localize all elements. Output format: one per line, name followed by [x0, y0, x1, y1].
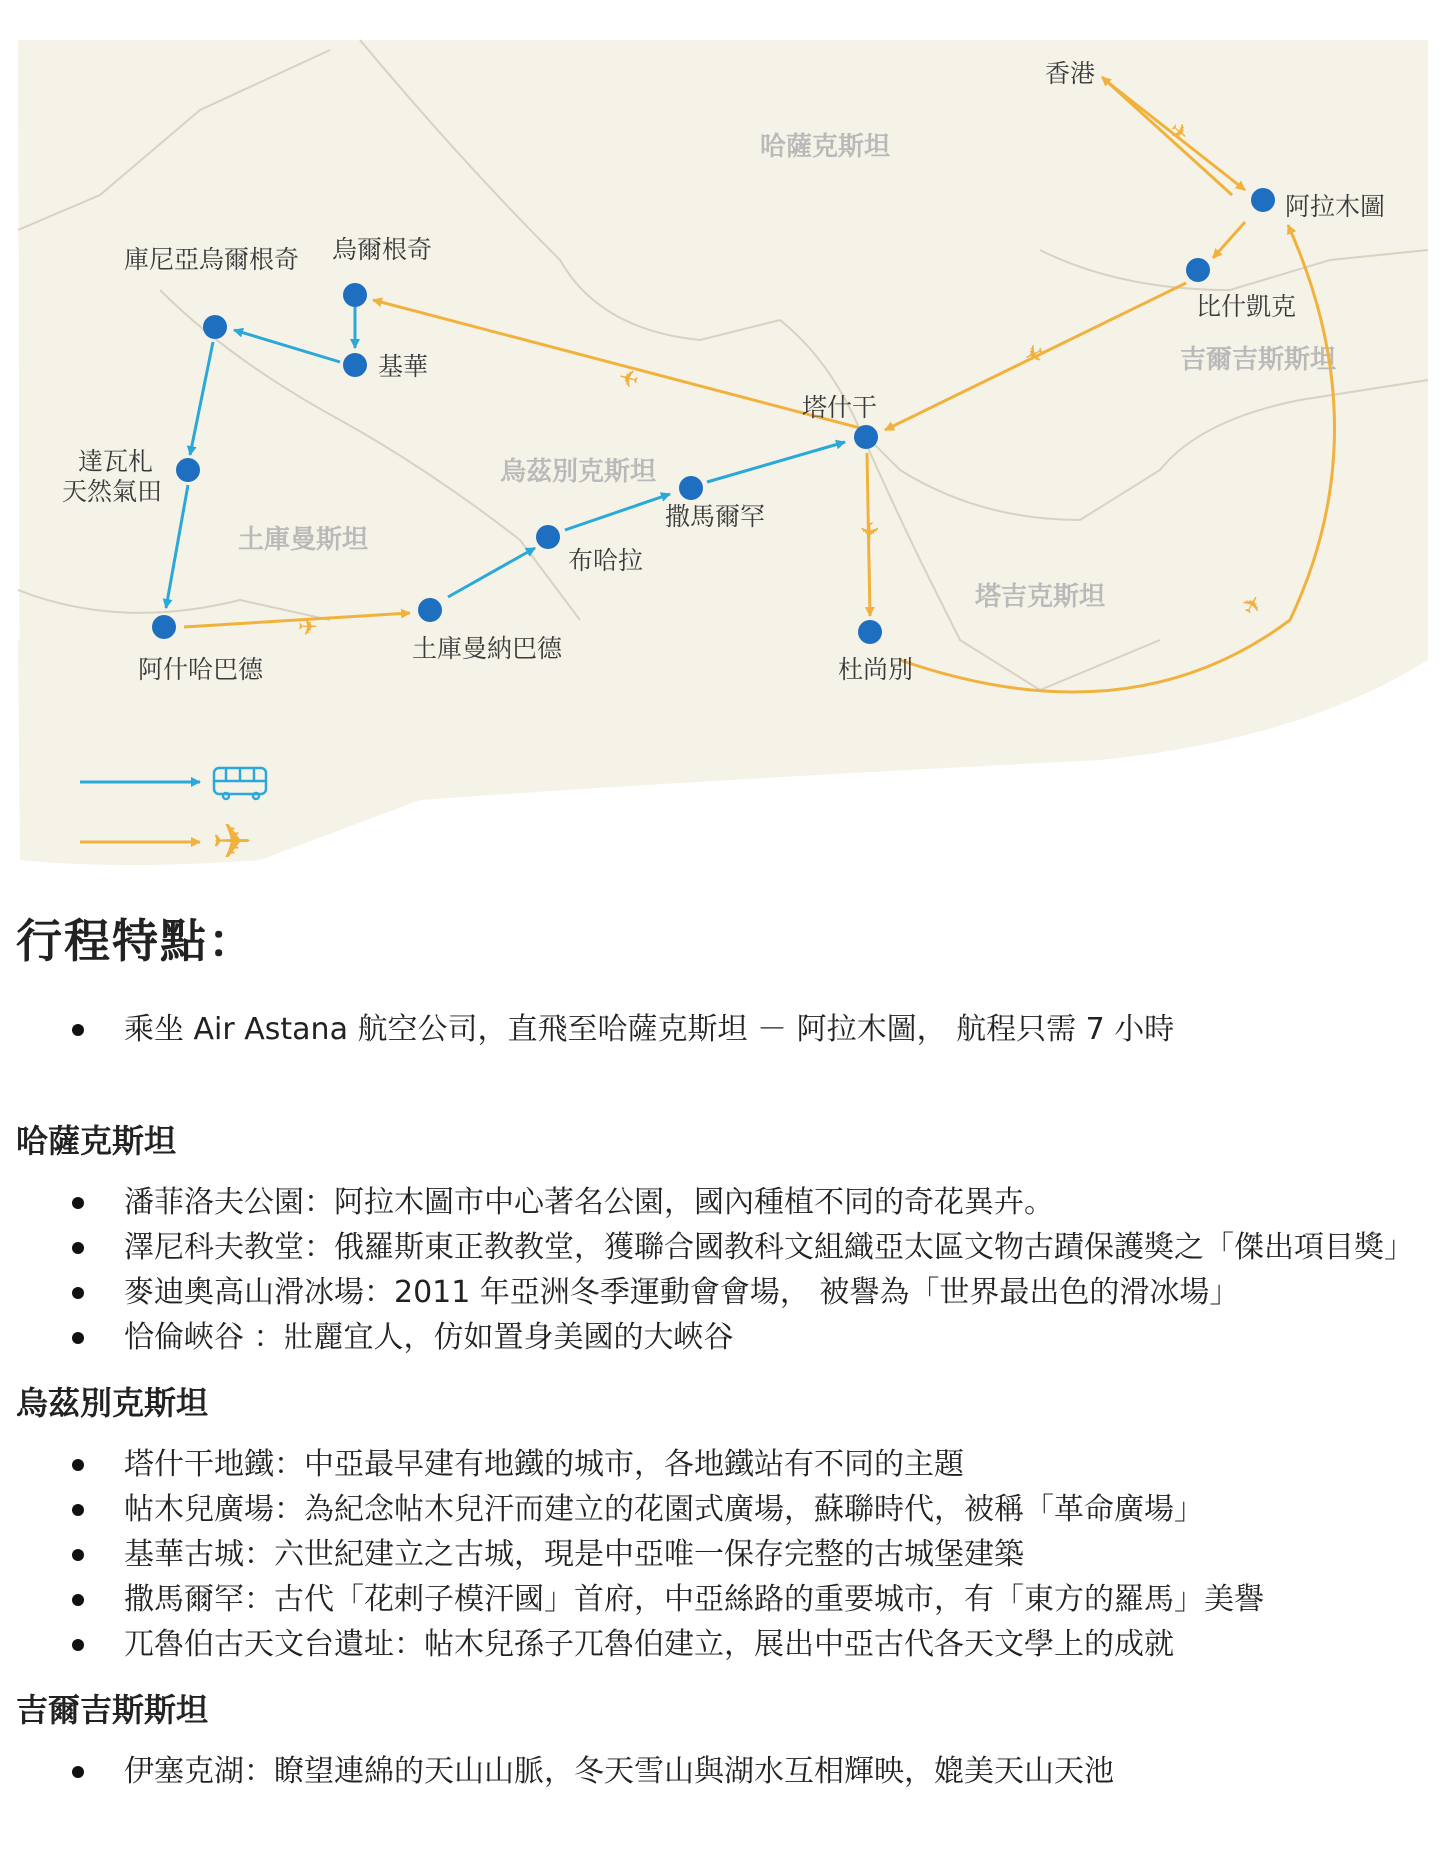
- city-label-gasfield: 天然氣田: [62, 477, 163, 506]
- section-list: [16, 1180, 1426, 1360]
- country-label-uzbekistan: 烏茲別克斯坦: [500, 457, 657, 487]
- bullet-icon: [72, 1504, 84, 1516]
- bullet-icon: [72, 1459, 84, 1471]
- city-label-khiva: 基華: [378, 352, 429, 381]
- plane-icon: ✈: [855, 521, 883, 542]
- city-dot-samarkand: [679, 476, 703, 500]
- city-dot-tashkent: [854, 425, 878, 449]
- city-dot-bukhara: [536, 525, 560, 549]
- list-item: 塔什干地鐵：中亞最早建有地鐵的城市，各地鐵站有不同的主題: [16, 1442, 1426, 1487]
- list-item: 兀魯伯古天文台遺址：帖木兒孫子兀魯伯建立，展出中亞古代各天文學上的成就: [16, 1622, 1426, 1667]
- page-title: 行程特點：: [16, 914, 256, 968]
- plane-icon: ✈: [298, 613, 319, 641]
- list-item: 潘菲洛夫公園：阿拉木圖市中心著名公園，國內種植不同的奇花異卉。: [16, 1180, 1426, 1225]
- city-label-almaty: 阿拉木圖: [1285, 192, 1386, 221]
- itinerary-features: [16, 905, 1426, 1794]
- country-label-tajikistan: 塔吉克斯坦: [975, 582, 1106, 612]
- city-label-ashgabat: 阿什哈巴德: [138, 655, 264, 684]
- city-dot-almaty: [1251, 188, 1275, 212]
- country-label-kyrgyzstan: 吉爾吉斯斯坦: [1180, 345, 1337, 375]
- city-dot-turkmenabat: [418, 598, 442, 622]
- plane-icon: ✈: [1018, 336, 1049, 371]
- bullet-icon: [72, 1594, 84, 1606]
- bullet-icon: [72, 1197, 84, 1209]
- list-item: 乘坐 Air Astana 航空公司，直飛至哈薩克斯坦 － 阿拉木圖， 航程只需 7 小時: [16, 1007, 1426, 1052]
- bullet-icon: [72, 1332, 84, 1344]
- list-item: 麥迪奧高山滑冰場：2011 年亞洲冬季運動會會場， 被譽為「世界最出色的滑冰場」: [16, 1270, 1426, 1315]
- country-label-turkmenistan: 土庫曼斯坦: [238, 525, 369, 555]
- city-dot-darvaza: [176, 458, 200, 482]
- city-label-samarkand: 撒馬爾罕: [665, 502, 766, 531]
- bullet-icon: [72, 1287, 84, 1299]
- section-list: [16, 1442, 1426, 1667]
- plane-icon: ✈: [1163, 117, 1194, 149]
- plane-icon: ✈: [1235, 589, 1270, 621]
- city-label-konye-urgench: 庫尼亞烏爾根奇: [124, 245, 300, 274]
- bullet-icon: [72, 1639, 84, 1651]
- city-label-tashkent: 塔什干: [802, 393, 878, 422]
- city-label-turkmenabat: 土庫曼納巴德: [412, 634, 563, 663]
- city-dot-ashgabat: [152, 615, 176, 639]
- city-dot-dushanbe: [858, 620, 882, 644]
- bullet-icon: [72, 1024, 84, 1036]
- bullet-icon: [72, 1549, 84, 1561]
- bullet-icon: [72, 1766, 84, 1778]
- section-title: 烏茲別克斯坦: [16, 1384, 209, 1422]
- intro-list: [16, 1007, 1426, 1052]
- city-label-dushanbe: 杜尚別: [838, 655, 914, 684]
- bullet-icon: [72, 1242, 84, 1254]
- section-title: 吉爾吉斯斯坦: [16, 1691, 209, 1729]
- plane-icon: ✈: [615, 361, 643, 394]
- list-item: 恰倫峽谷 ：壯麗宜人，仿如置身美國的大峽谷: [16, 1315, 1426, 1360]
- list-item: 基華古城：六世紀建立之古城，現是中亞唯一保存完整的古城堡建築: [16, 1532, 1426, 1577]
- plane-icon: ✈: [212, 814, 253, 870]
- city-dot-khiva: [343, 353, 367, 377]
- city-label-bukhara: 布哈拉: [568, 546, 644, 575]
- city-dot-konye-urgench: [203, 315, 227, 339]
- city-label-urgench: 烏爾根奇: [332, 235, 433, 264]
- city-label-bishkek: 比什凱克: [1196, 292, 1297, 321]
- list-item: 澤尼科夫教堂：俄羅斯東正教教堂，獲聯合國教科文組織亞太區文物古蹟保護獎之「傑出項目獎」: [16, 1225, 1426, 1270]
- list-item: 撒馬爾罕：古代「花剌子模汗國」首府，中亞絲路的重要城市，有「東方的羅馬」美譽: [16, 1577, 1426, 1622]
- route-map: [0, 0, 1440, 880]
- city-dot-urgench: [343, 283, 367, 307]
- country-label-kazakhstan: 哈薩克斯坦: [760, 132, 891, 162]
- section-list: [16, 1749, 1426, 1794]
- city-dot-bishkek: [1186, 258, 1210, 282]
- list-item: 伊塞克湖：瞭望連綿的天山山脈，冬天雪山與湖水互相輝映，媲美天山天池: [16, 1749, 1426, 1794]
- city-label-hongkong: 香港: [1045, 59, 1096, 88]
- city-label-darvaza: 達瓦札: [78, 447, 154, 476]
- list-item: 帖木兒廣場：為紀念帖木兒汗而建立的花園式廣場，蘇聯時代，被稱「革命廣場」: [16, 1487, 1426, 1532]
- section-title: 哈薩克斯坦: [16, 1122, 177, 1160]
